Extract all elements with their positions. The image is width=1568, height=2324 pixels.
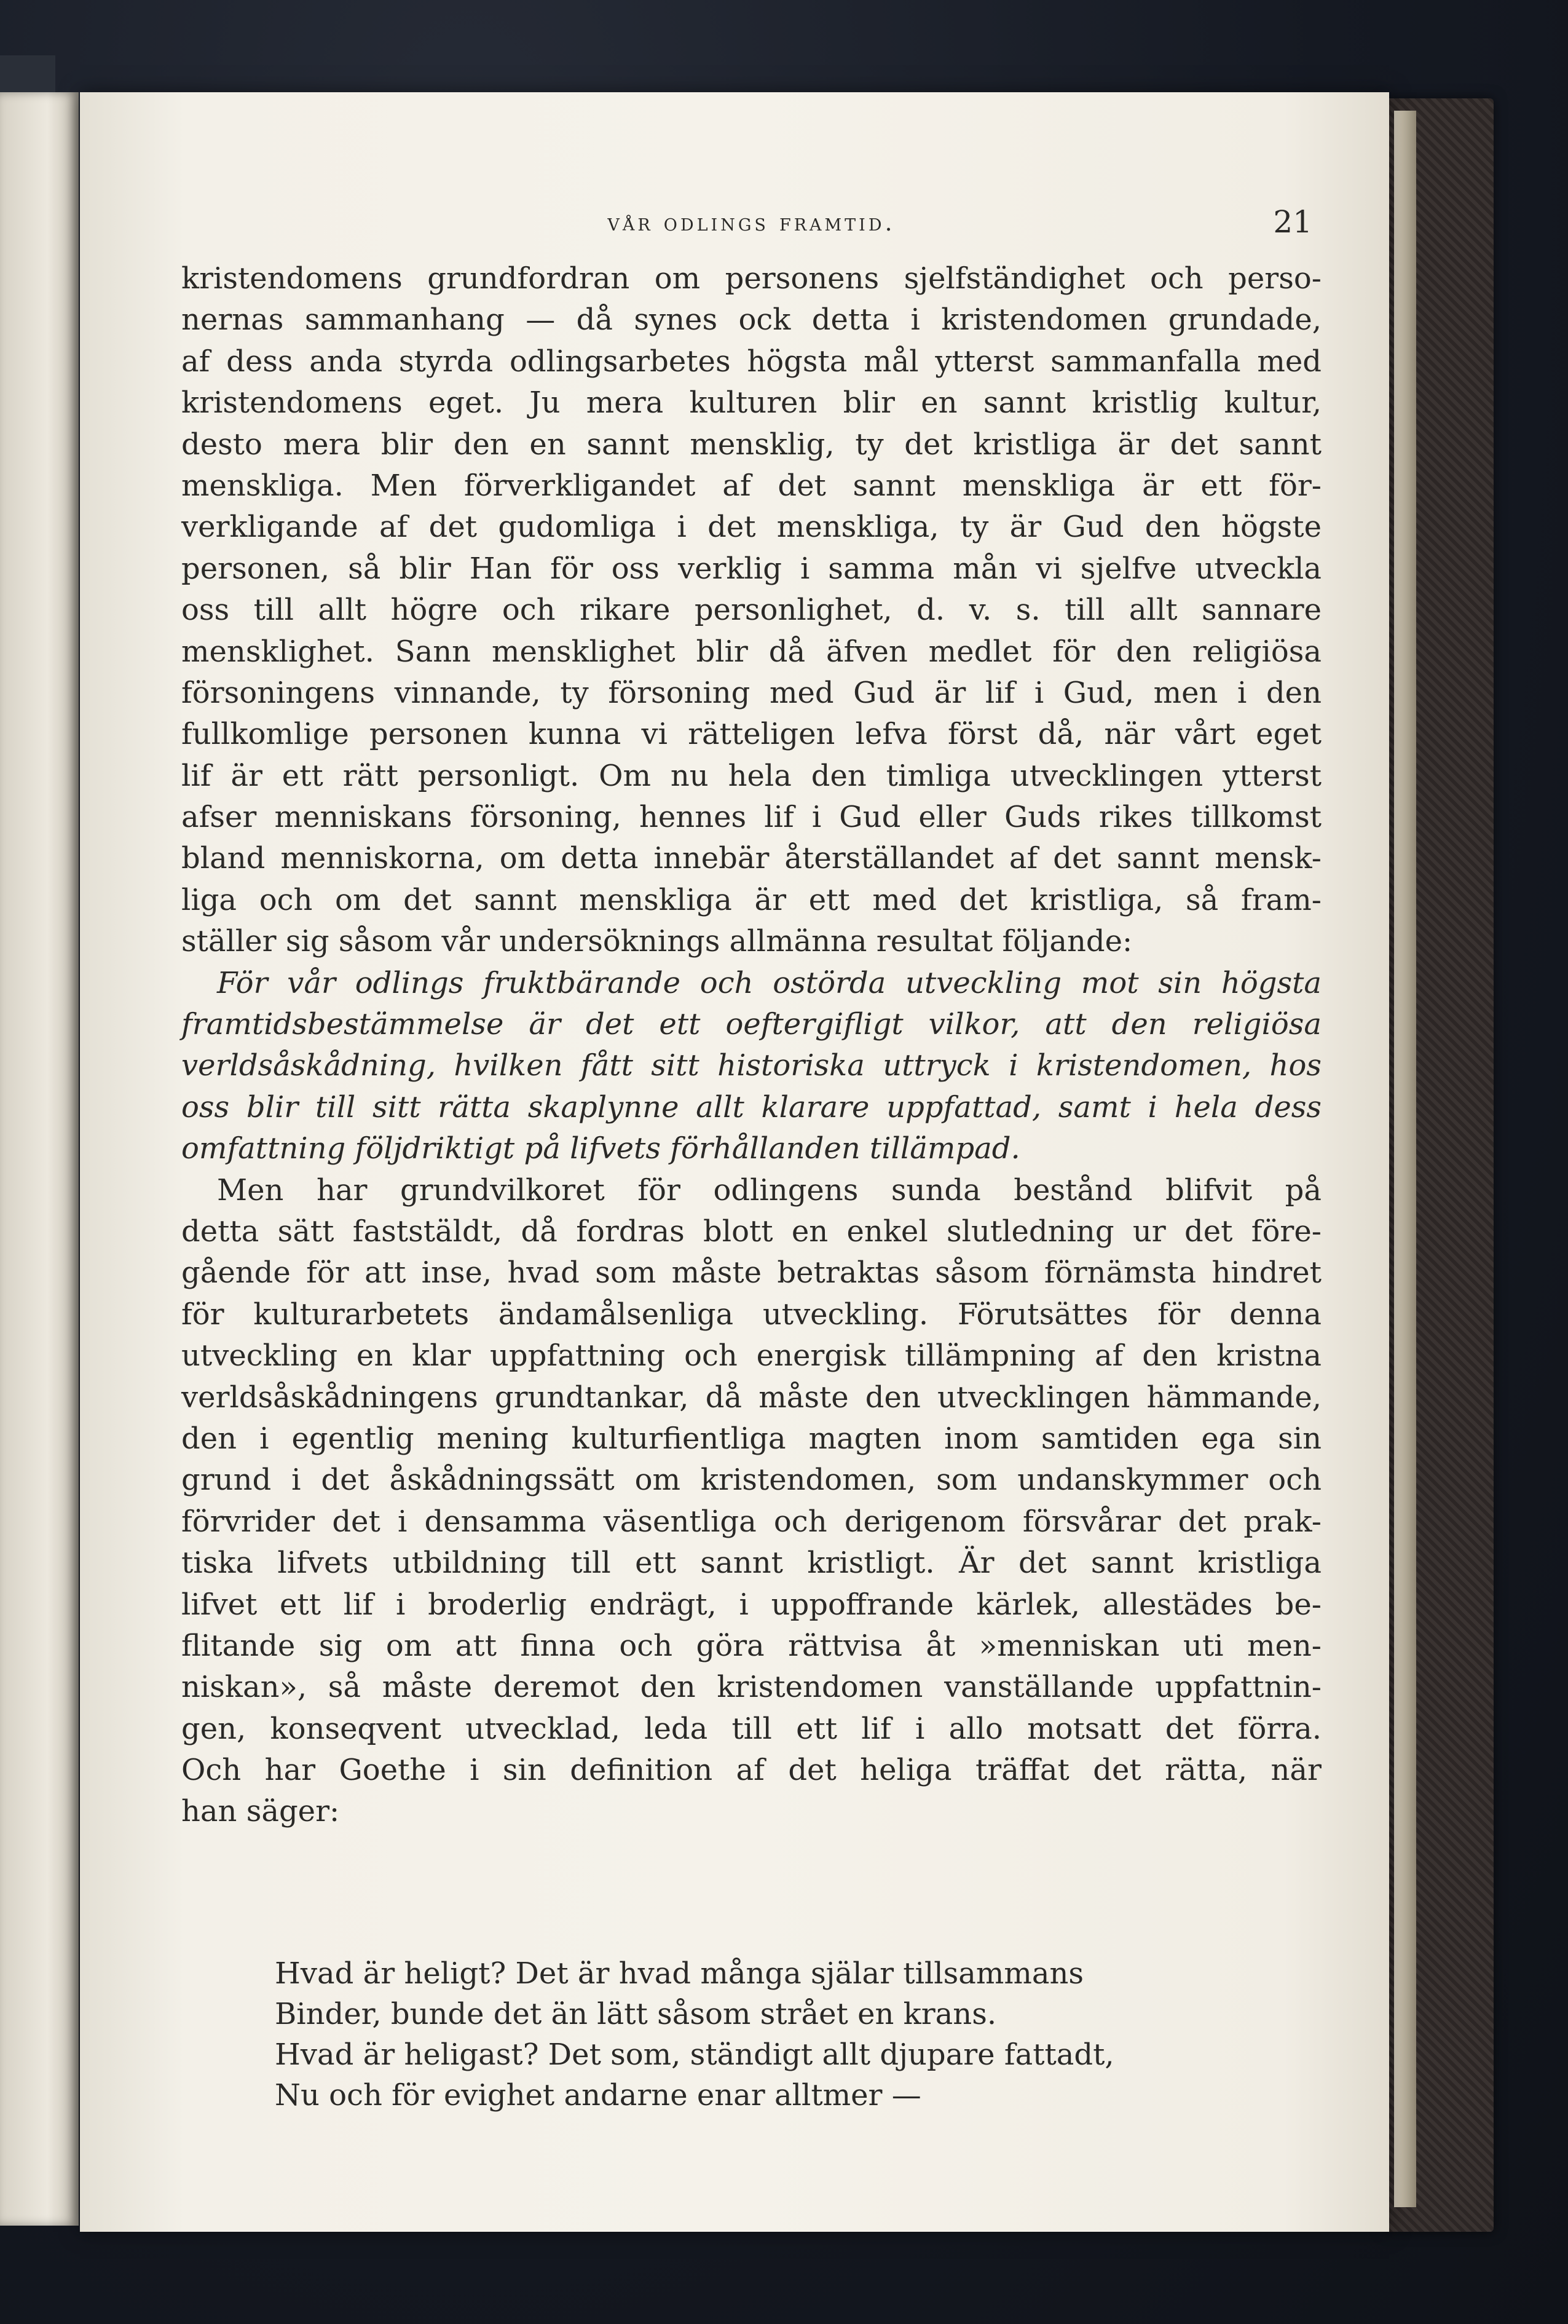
text-line: personen, så blir Han för oss verklig i samma mån vi sjelfve utveckla — [181, 551, 1322, 586]
text-line: verldsåskådningens grundtankar, då måste den utvecklingen hämmande, — [181, 1380, 1322, 1415]
text-line: afser menniskans försoning, hennes lif i Gud eller Guds rikes tillkomst — [181, 800, 1322, 835]
text-line: För vår odlings fruktbärande och ostörda utveckling mot sin högsta — [217, 965, 1322, 1000]
text-line: menskliga. Men förverkligandet af det sannt menskliga är ett för- — [181, 468, 1322, 503]
text-line: kristendomens eget. Ju mera kulturen blir en sannt kristlig kultur, — [181, 385, 1322, 421]
text-line: detta sätt faststäldt, då fordras blott en enkel slutledning ur det före- — [181, 1214, 1322, 1249]
text-line: grund i det åskådningssätt om kristendomen, som undanskymmer och — [181, 1463, 1322, 1498]
text-line: framtidsbestämmelse är det ett oeftergifligt vilkor, att den religiösa — [181, 1007, 1322, 1042]
verse-line: Nu och för evighet andarne enar alltmer — — [275, 2078, 921, 2113]
body-text — [181, 258, 1322, 1833]
verse-line: Hvad är heligast? Det som, ständigt allt djupare fattadt, — [275, 2037, 1114, 2072]
text-line: omfattning följdriktigt på lifvets förhållanden tillämpad. — [181, 1131, 1020, 1166]
text-line: flitande sig om att finna och göra rättvisa åt »menniskan uti men- — [181, 1628, 1322, 1663]
text-line: han säger: — [181, 1794, 340, 1829]
text-line: verkligande af det gudomliga i det menskliga, ty är Gud den högste — [181, 510, 1322, 545]
text-line: gående för att inse, hvad som måste betraktas såsom förnämsta hindret — [181, 1255, 1322, 1290]
text-line: fullkomlige personen kunna vi rätteligen lefva först då, när vårt eget — [181, 717, 1322, 752]
text-line: Och har Goethe i sin definition af det heliga träffat det rätta, när — [181, 1753, 1322, 1788]
text-line: lif är ett rätt personligt. Om nu hela den timliga utvecklingen ytterst — [181, 758, 1322, 793]
text-line: den i egentlig mening kulturfientliga magten inom samtiden ega sin — [181, 1421, 1322, 1456]
text-line: för kulturarbetets ändamålsenliga utveckling. Förutsättes för denna — [181, 1297, 1322, 1332]
text-line: kristendomens grundfordran om personens sjelfständighet och perso- — [181, 261, 1322, 296]
text-line: desto mera blir den en sannt mensklig, ty det kristliga är det sannt — [181, 427, 1322, 462]
text-line: verldsåskådning, hvilken fått sitt historiska uttryck i kristendomen, hos — [181, 1048, 1322, 1083]
book-page — [80, 92, 1389, 2232]
verse-line: Binder, bunde det än lätt såsom strået en krans. — [275, 1997, 997, 2031]
text-line: förvrider det i densamma väsentliga och derigenom försvårar det prak- — [181, 1504, 1322, 1539]
text-line: ställer sig såsom vår undersöknings allmänna resultat följande: — [181, 924, 1133, 959]
text-line: bland menniskorna, om detta innebär återställandet af det sannt mensk- — [181, 841, 1322, 876]
text-line: gen, konseqvent utvecklad, leda till ett lif i allo motsatt det förra. — [181, 1711, 1322, 1746]
text-line: liga och om det sannt menskliga är ett med det kristliga, så fram- — [181, 882, 1322, 917]
running-head — [191, 204, 1312, 247]
text-line: oss blir till sitt rätta skaplynne allt klarare uppfattad, samt i hela dess — [181, 1089, 1322, 1124]
text-line: mensklighet. Sann mensklighet blir då äfven medlet för den religiösa — [181, 634, 1322, 669]
text-line: tiska lifvets utbildning till ett sannt kristligt. Är det sannt kristliga — [181, 1546, 1322, 1581]
facing-page-edge — [0, 92, 79, 2226]
text-line: lifvet ett lif i broderlig endrägt, i uppoffrande kärlek, allestädes be- — [181, 1587, 1322, 1622]
text-line: utveckling en klar uppfattning och energisk tillämpning af den kristna — [181, 1338, 1322, 1373]
text-line: niskan», så måste deremot den kristendomen vanställande uppfattnin- — [181, 1670, 1322, 1705]
text-line: Men har grundvilkoret för odlingens sunda bestånd blifvit på — [217, 1172, 1322, 1207]
text-line: af dess anda styrda odlingsarbetes högsta mål ytterst sammanfalla med — [181, 344, 1322, 379]
left-binding — [0, 55, 55, 92]
verse-line: Hvad är heligt? Det är hvad många själar tillsammans — [275, 1956, 1084, 1991]
page-block-edge — [1394, 111, 1416, 2207]
verse-quote — [275, 1953, 1258, 2116]
text-line: försoningens vinnande, ty försoning med Gud är lif i Gud, men i den — [181, 675, 1322, 710]
page-number: 21 — [1273, 204, 1312, 240]
running-title: vår odlings framtid. — [607, 209, 896, 236]
text-line: nernas sammanhang — då synes ock detta i kristendomen grundade, — [181, 302, 1322, 338]
text-line: oss till allt högre och rikare personlighet, d. v. s. till allt sannare — [181, 593, 1322, 628]
